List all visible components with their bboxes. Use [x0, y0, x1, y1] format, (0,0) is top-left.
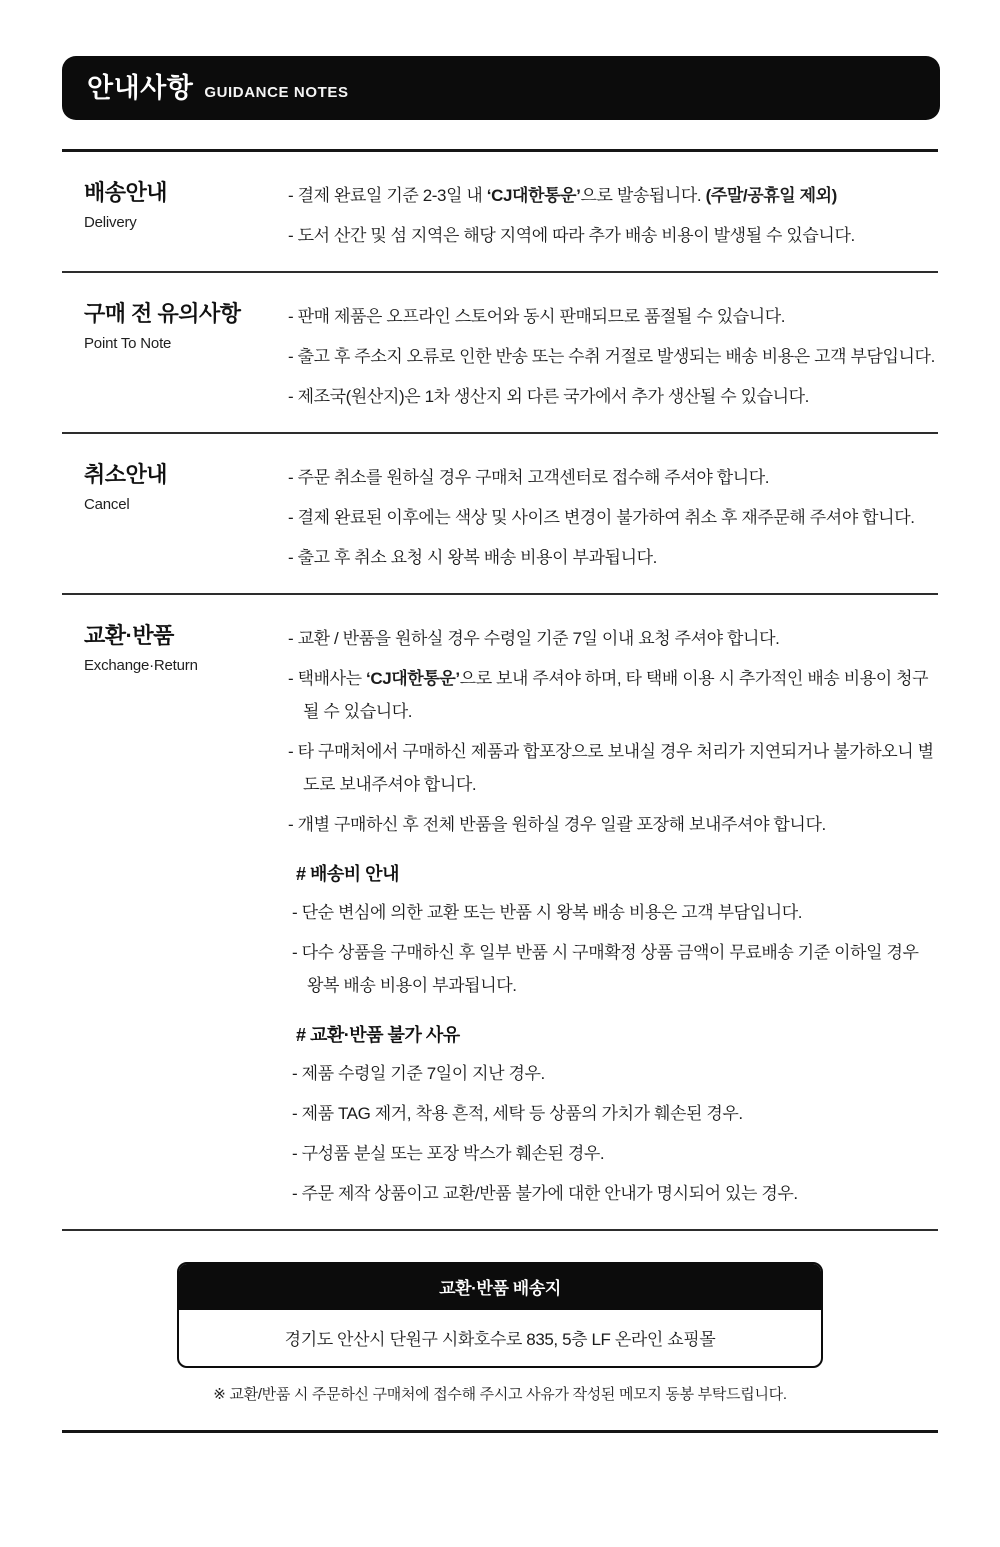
section-exchange-return-body: [288, 622, 938, 1210]
bullet-text-bold: ‘CJ대한통운’: [486, 186, 581, 205]
header-title-english: GUIDANCE NOTES: [204, 84, 349, 101]
section-subtitle: Point To Note: [84, 335, 172, 352]
bullet-item: - 타 구매처에서 구매하신 제품과 합포장으로 보내실 경우 처리가 지연되거나 불가하오니 별도로 보내주셔야 합니다.: [288, 742, 934, 794]
section-subtitle: Cancel: [84, 496, 130, 513]
section-purchase-note-body: [288, 300, 938, 413]
section-delivery-body: [288, 179, 938, 252]
bullet-text: - 결제 완료일 기준 2-3일 내: [288, 186, 487, 205]
section-purchase-note: [62, 273, 938, 432]
section-title: 배송안내: [84, 180, 168, 205]
section-delivery-heading: [62, 179, 288, 252]
address-box-address: 경기도 안산시 단원구 시화호수로 835, 5층 LF 온라인 쇼핑몰: [284, 1330, 716, 1349]
bullet-text: - 택배사는: [288, 669, 366, 688]
section-exchange-return: [62, 595, 938, 1229]
bullet-item: - 주문 제작 상품이고 교환/반품 불가에 대한 안내가 명시되어 있는 경우.: [292, 1184, 798, 1203]
divider: [62, 1229, 938, 1231]
bullet-text: 으로 보내 주셔야 하며, 타 택배 이용 시 추가적인 배송 비용이 청구 될 수 있습니다.: [303, 669, 929, 721]
bullet-item: - 개별 구매하신 후 전체 반품을 원하실 경우 일괄 포장해 보내주셔야 합니다.: [288, 815, 826, 834]
section-cancel-heading: [62, 461, 288, 574]
header-bar: [62, 56, 940, 120]
section-title: 취소안내: [84, 462, 168, 487]
bullet-item: - 구성품 분실 또는 포장 박스가 훼손된 경우.: [292, 1144, 605, 1163]
bullet-item: [288, 179, 938, 212]
subsection-no-exchange-reasons: [288, 1019, 938, 1210]
section-subtitle: Delivery: [84, 214, 137, 231]
bullet-text-bold: ‘CJ대한통운’: [366, 669, 460, 688]
address-box: [177, 1262, 823, 1368]
bullet-item: - 결제 완료된 이후에는 색상 및 사이즈 변경이 불가하여 취소 후 재주문해 주셔야 합니다.: [288, 508, 915, 527]
divider-bottom: [62, 1430, 938, 1433]
bullet-item: [288, 662, 938, 728]
bullet-item: - 판매 제품은 오프라인 스토어와 동시 판매되므로 품절될 수 있습니다.: [288, 307, 786, 326]
section-cancel-body: [288, 461, 938, 574]
section-subtitle: Exchange·Return: [84, 657, 198, 674]
bullet-item: - 주문 취소를 원하실 경우 구매처 고객센터로 접수해 주셔야 합니다.: [288, 468, 770, 487]
section-title: 구매 전 유의사항: [84, 301, 241, 326]
bullet-item: - 교환 / 반품을 원하실 경우 수령일 기준 7일 이내 요청 주셔야 합니다.: [288, 629, 780, 648]
bullet-item: - 다수 상품을 구매하신 후 일부 반품 시 구매확정 상품 금액이 무료배송 기준 이하일 경우 왕복 배송 비용이 부과됩니다.: [292, 943, 919, 995]
section-purchase-note-heading: [62, 300, 288, 413]
bullet-item: - 단순 변심에 의한 교환 또는 반품 시 왕복 배송 비용은 고객 부담입니다.: [292, 903, 803, 922]
subsection-shipping-fee: [288, 858, 938, 1002]
bullet-item: - 출고 후 주소지 오류로 인한 반송 또는 수취 거절로 발생되는 배송 비용은 고객 부담입니다.: [288, 347, 935, 366]
section-delivery: [62, 152, 938, 271]
section-exchange-return-heading: [62, 622, 288, 1210]
bullet-item: - 도서 산간 및 섬 지역은 해당 지역에 따라 추가 배송 비용이 발생될 수 있습니다.: [288, 226, 855, 245]
bullet-item: - 제조국(원산지)은 1차 생산지 외 다른 국가에서 추가 생산될 수 있습니다.: [288, 387, 810, 406]
bullet-text: 으로 발송됩니다.: [580, 186, 706, 205]
header-title-korean: 안내사항: [87, 73, 194, 103]
subsection-heading-no-exchange: # 교환·반품 불가 사유: [296, 1025, 460, 1045]
footnote: ※ 교환/반품 시 주문하신 구매처에 접수해 주시고 사유가 작성된 메모지 동봉 부탁드립니다.: [213, 1386, 787, 1403]
bullet-item: - 출고 후 취소 요청 시 왕복 배송 비용이 부과됩니다.: [288, 548, 657, 567]
section-title: 교환·반품: [84, 623, 174, 648]
section-cancel: [62, 434, 938, 593]
subsection-heading-shipping-fee: # 배송비 안내: [296, 864, 399, 884]
bullet-item: - 제품 수령일 기준 7일이 지난 경우.: [292, 1064, 545, 1083]
bullet-text-bold: (주말/공휴일 제외): [705, 186, 837, 205]
address-box-title: 교환·반품 배송지: [179, 1264, 821, 1310]
bullet-item: - 제품 TAG 제거, 착용 흔적, 세탁 등 상품의 가치가 훼손된 경우.: [292, 1104, 743, 1123]
